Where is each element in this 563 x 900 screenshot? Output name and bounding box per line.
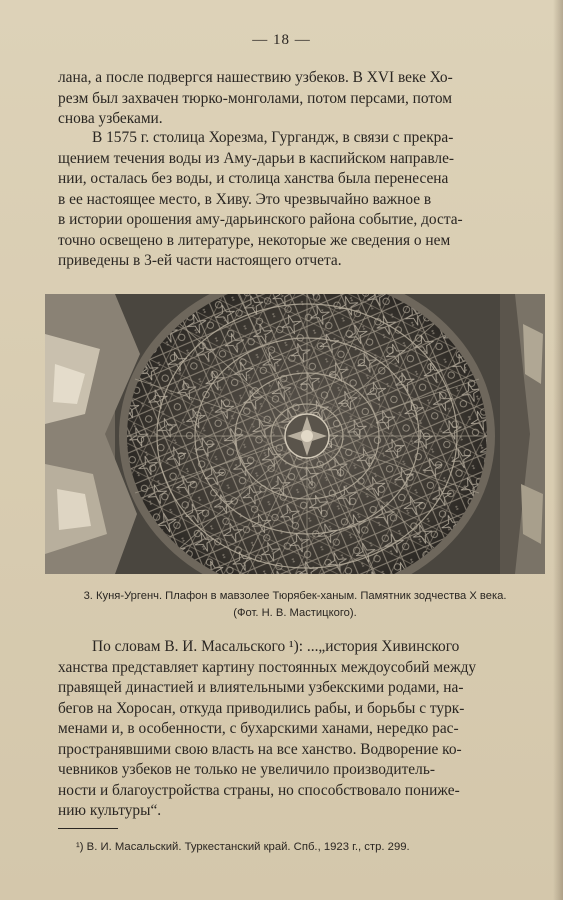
- text-line: лана, а после подвергся нашествию узбеков. В XVI веке Хо-: [58, 69, 453, 86]
- text-line: нию культуры“.: [58, 802, 162, 819]
- text-line: снова узбеками.: [58, 110, 163, 127]
- text-line: менами и, в особенности, с бухарскими ханами, нередко рас-: [58, 720, 459, 737]
- paragraph-continued: [58, 68, 540, 130]
- text-line: приведены в 3-ей части настоящего отчета.: [58, 252, 342, 269]
- page-number: — 18 —: [252, 32, 311, 48]
- text-line: в истории орошения аму-дарьинского района событие, доста-: [58, 211, 463, 228]
- text-line: ханства представляет картину постоянных междоусобий между: [58, 658, 477, 676]
- text-line: ности и благоустройства страны, но способствовало пониже-: [58, 781, 460, 799]
- text-line: чевников узбеков не только не увеличило производитель-: [58, 761, 435, 778]
- text-line: правящей династией и влиятельными узбекскими родами, на-: [58, 679, 464, 696]
- caption-line: (Фот. Н. В. Мастицкого).: [233, 607, 357, 619]
- text-line: В 1575 г. столица Хорезма, Гургандж, в связи с прекра-: [92, 129, 454, 146]
- footnote: [76, 840, 536, 854]
- page-edge-shadow: [553, 0, 563, 900]
- caption-line: 3. Куня-Ургенч. Плафон в мавзолее Тюрябек-ханым. Памятник зодчества X века.: [83, 590, 507, 602]
- paragraph-gurgandzh: [58, 128, 540, 272]
- text-line: пространявшими свою власть на все ханство. Водворение ко-: [58, 740, 462, 758]
- text-line: в ее настоящее место, в Хиву. Это чрезвычайно важное в: [58, 190, 432, 208]
- dome-ceiling-image: [45, 294, 545, 574]
- text-line: По словам В. И. Масальского ¹): ...„история Хивинского: [92, 638, 460, 655]
- footnote-text: В. И. Масальский. Туркестанский край. Спб., 1923 г., стр. 299.: [86, 841, 410, 853]
- text-line: точно освещено в литературе, некоторые же сведения о нем: [58, 231, 451, 249]
- dome-ceiling-photo: [45, 294, 545, 574]
- text-line: щением течения воды из Аму-дарьи в каспийском направле-: [58, 149, 455, 167]
- text-line: нии, осталась без воды, и столица ханства была перенесена: [58, 170, 449, 187]
- footnote-divider: [58, 828, 118, 829]
- footnote-marker: ¹): [76, 841, 84, 853]
- text-line: резм был захвачен тюрко-монголами, потом персами, потом: [58, 89, 453, 107]
- figure-caption: [50, 588, 540, 622]
- text-line: бегов на Хоросан, откуда приводились рабы, и борьбы с турк-: [58, 699, 465, 717]
- paragraph-masalsky-quote: [58, 637, 540, 822]
